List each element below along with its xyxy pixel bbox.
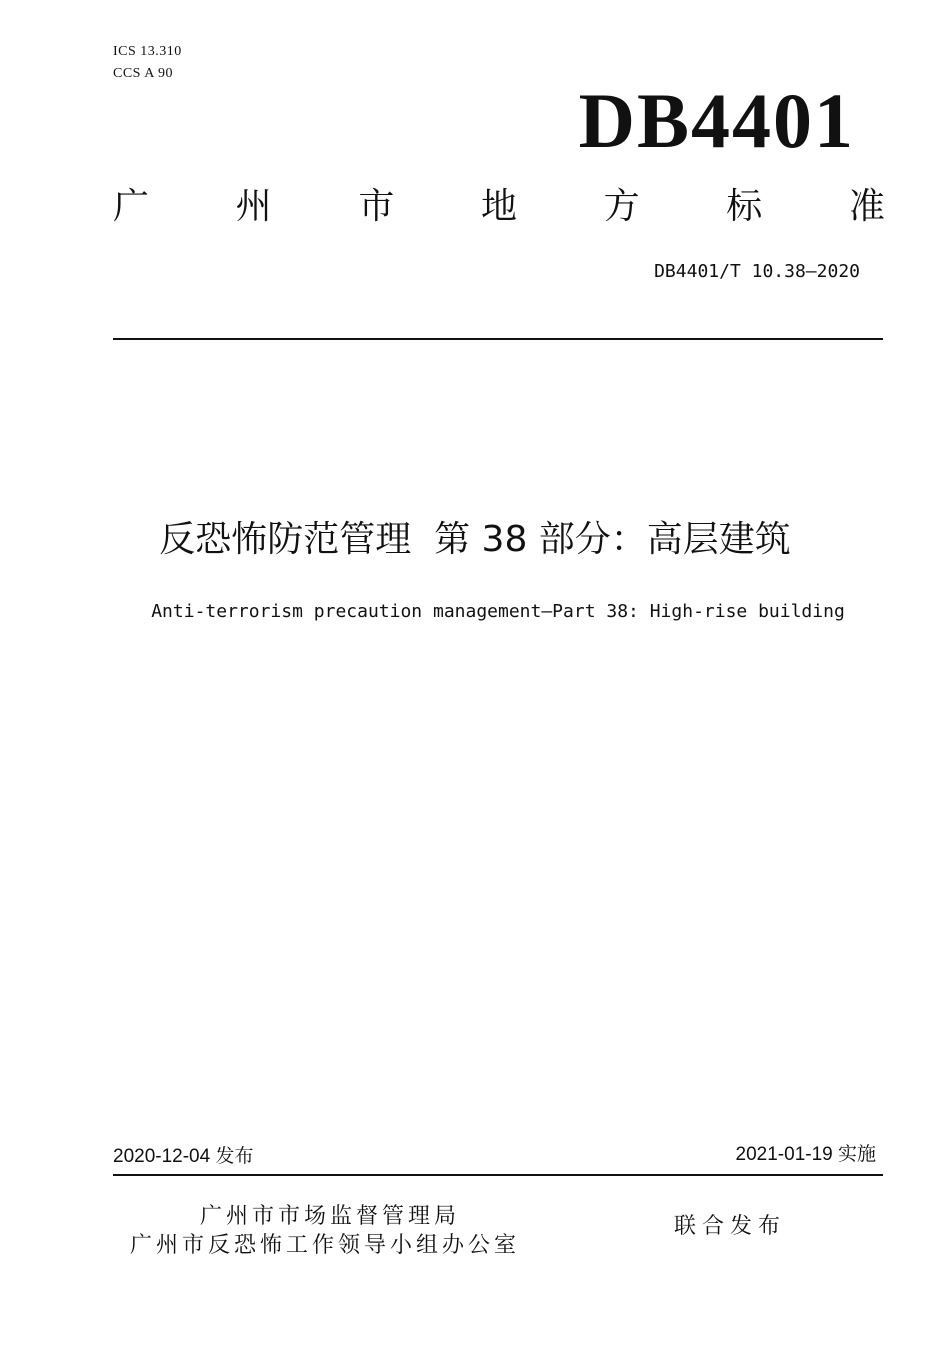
joint-release-label: 联合发布	[674, 1214, 787, 1239]
standard-type-title	[113, 185, 885, 229]
issuer-market-supervision: 广州市市场监督管理局	[200, 1204, 461, 1229]
standard-type-char: 地	[480, 186, 517, 227]
top-divider	[113, 338, 883, 340]
ics-code: ICS 13.310	[113, 44, 182, 59]
standard-type-char: 标	[726, 186, 763, 227]
standard-type-char: 广	[113, 186, 150, 227]
standard-type-char: 方	[603, 186, 640, 227]
issuer-counter-terrorism-office: 广州市反恐怖工作领导小组办公室	[130, 1233, 521, 1258]
standard-type-char: 准	[848, 186, 885, 227]
document-title-chinese: 反恐怖防范管理 第 38 部分：高层建筑	[159, 519, 791, 560]
implement-date: 2021-01-19 实施	[735, 1144, 876, 1165]
publish-date: 2020-12-04 发布	[113, 1146, 254, 1167]
standard-type-char: 市	[358, 186, 395, 227]
standard-code: DB4401/T 10.38—2020	[654, 261, 860, 282]
ccs-code: CCS A 90	[113, 66, 174, 81]
standard-type-char: 州	[235, 186, 272, 227]
bottom-divider	[113, 1174, 883, 1176]
document-title-english: Anti-terrorism precaution management—Part 38: High-rise building	[151, 601, 845, 622]
standard-logo: DB4401	[578, 77, 855, 164]
